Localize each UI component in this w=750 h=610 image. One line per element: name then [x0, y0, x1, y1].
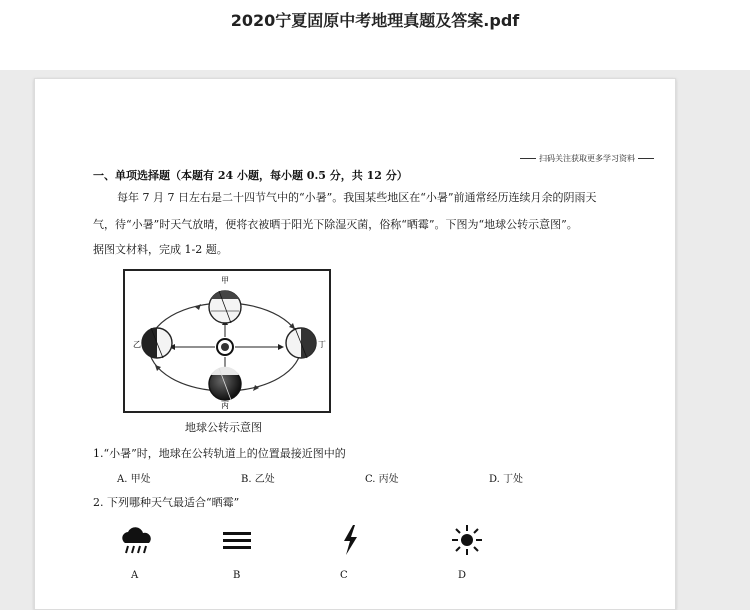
q1-option-d: D. 丁处: [489, 474, 524, 485]
orbit-svg: [125, 271, 329, 411]
sun-core: [221, 343, 229, 351]
earth-ding: [286, 328, 316, 358]
document-page: [34, 78, 676, 610]
sun-icon: [451, 524, 483, 556]
rain-cloud-icon: [119, 527, 155, 555]
promo-text: 扫码关注获取更多学习资料: [539, 154, 635, 163]
label-jia: 甲: [221, 276, 229, 285]
promo-banner: [517, 153, 657, 164]
q2-label-d: D: [458, 570, 467, 581]
orbit-arrow: [195, 304, 201, 310]
intro-line-3: 据图文材料，完成 1-2 题。: [93, 243, 228, 256]
orbit-diagram: [123, 269, 331, 413]
earth-bing: [209, 367, 241, 400]
dash-right: [638, 158, 654, 159]
earth-yi: [142, 328, 172, 358]
q2-label-a: A: [131, 570, 139, 581]
intro-line-2: 气，待“小暑”时天气放晴，便将衣被晒于阳光下除湿灭菌，俗称“晒霉”。下图为“地球公转示意图”。: [93, 218, 578, 231]
figure-caption: 地球公转示意图: [185, 421, 262, 434]
label-yi: 乙: [133, 340, 141, 349]
earth-jia: [209, 291, 241, 323]
question-2: 2. 下列哪种天气最适合“晒霉”: [93, 496, 240, 509]
lightning-icon: [341, 525, 359, 555]
viewer-header: [0, 0, 750, 70]
section-heading: 一、单项选择题（本题有 24 小题，每小题 0.5 分，共 12 分）: [93, 169, 408, 182]
ray-arrowhead: [278, 344, 284, 350]
q1-option-b: B. 乙处: [241, 474, 275, 485]
q1-option-a: A. 甲处: [117, 474, 151, 485]
q2-label-b: B: [233, 570, 241, 581]
dash-left: [520, 158, 536, 159]
q2-label-c: C: [340, 570, 348, 581]
label-bing: 丙: [221, 401, 229, 410]
file-title: 2020宁夏固原中考地理真题及答案.pdf: [230, 11, 520, 30]
question-1: 1.“小暑”时，地球在公转轨道上的位置最接近图中的: [93, 447, 346, 460]
q1-option-c: C. 丙处: [365, 474, 399, 485]
intro-line-1: 每年 7 月 7 日左右是二十四节气中的“小暑”。我国某些地区在“小暑”前通常经历连续月余的阴雨天: [117, 191, 597, 204]
fog-icon: [223, 530, 251, 552]
label-ding: 丁: [318, 340, 326, 349]
